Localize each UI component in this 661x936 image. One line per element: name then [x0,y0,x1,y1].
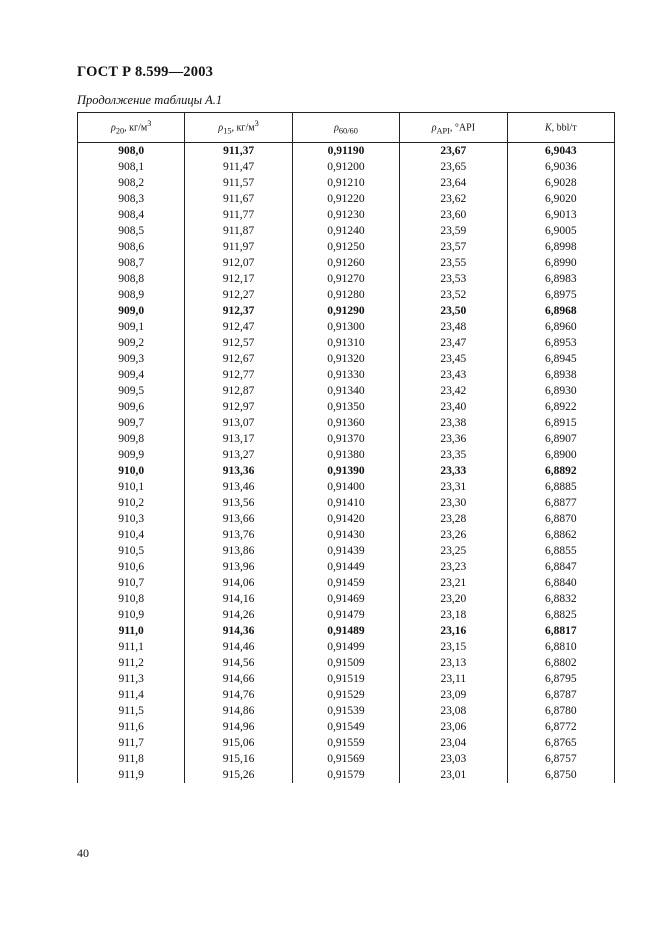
table-row [78,303,615,319]
page-number: 40 [77,846,89,860]
rhoapi-cell: 23,30 [400,495,507,511]
rhoapi-cell: 23,55 [400,255,507,271]
rho15-cell: 914,56 [185,655,292,671]
table-row [78,527,615,543]
rho6060-column-header [292,113,399,143]
rho15-cell: 913,56 [185,495,292,511]
rho6060-cell: 0,91579 [292,767,399,783]
rhoapi-cell: 23,09 [400,687,507,703]
rho20-cell: 909,8 [78,431,185,447]
k-cell: 6,9043 [507,143,614,160]
table-row [78,735,615,751]
rhoapi-cell: 23,67 [400,143,507,160]
column-symbol: ρ [334,122,339,134]
rho15-cell: 912,17 [185,271,292,287]
table-row [78,159,615,175]
rho15-cell: 912,67 [185,351,292,367]
rho20-cell: 909,3 [78,351,185,367]
rho6060-cell: 0,91360 [292,415,399,431]
rho6060-cell: 0,91420 [292,511,399,527]
rho20-cell: 909,7 [78,415,185,431]
rho15-cell: 913,96 [185,559,292,575]
rho20-cell: 911,8 [78,751,185,767]
rho20-cell: 908,5 [78,223,185,239]
k-cell: 6,8945 [507,351,614,367]
rho20-cell: 910,7 [78,575,185,591]
rhoapi-cell: 23,18 [400,607,507,623]
table-row [78,655,615,671]
rho20-cell: 910,9 [78,607,185,623]
k-cell: 6,8802 [507,655,614,671]
rho20-cell: 908,1 [78,159,185,175]
k-cell: 6,8750 [507,767,614,783]
rhoapi-cell: 23,48 [400,319,507,335]
table-row [78,239,615,255]
rho15-cell: 911,57 [185,175,292,191]
rho20-cell: 910,4 [78,527,185,543]
rho20-cell: 911,1 [78,639,185,655]
column-subscript: 15 [223,126,232,136]
rho20-cell: 911,5 [78,703,185,719]
rho20-cell: 910,0 [78,463,185,479]
k-cell: 6,8862 [507,527,614,543]
rho15-cell: 914,46 [185,639,292,655]
table-row [78,431,615,447]
table-row [78,255,615,271]
column-subscript: API [436,126,450,136]
rho15-cell: 914,76 [185,687,292,703]
rho20-cell: 909,6 [78,399,185,415]
k-cell: 6,8757 [507,751,614,767]
k-cell: 6,8953 [507,335,614,351]
rho15-cell: 913,27 [185,447,292,463]
table-row [78,143,615,160]
rho6060-cell: 0,91370 [292,431,399,447]
table-body [78,143,615,784]
density-table [77,112,615,783]
rhoapi-cell: 23,64 [400,175,507,191]
rho20-cell: 911,4 [78,687,185,703]
column-unit: , °API [449,122,476,134]
rho6060-cell: 0,91499 [292,639,399,655]
rho6060-cell: 0,91260 [292,255,399,271]
k-cell: 6,8885 [507,479,614,495]
table-row [78,335,615,351]
rhoapi-cell: 23,23 [400,559,507,575]
table-row [78,767,615,783]
rhoapi-cell: 23,01 [400,767,507,783]
rhoapi-cell: 23,57 [400,239,507,255]
table-row [78,399,615,415]
rho6060-cell: 0,91350 [292,399,399,415]
rhoapi-cell: 23,40 [400,399,507,415]
k-cell: 6,8817 [507,623,614,639]
rho6060-cell: 0,91330 [292,367,399,383]
rhoapi-cell: 23,16 [400,623,507,639]
table-row [78,447,615,463]
rho6060-cell: 0,91430 [292,527,399,543]
k-cell: 6,8855 [507,543,614,559]
rho6060-cell: 0,91410 [292,495,399,511]
rhoapi-cell: 23,08 [400,703,507,719]
rho15-cell: 913,66 [185,511,292,527]
k-cell: 6,8825 [507,607,614,623]
rho6060-cell: 0,91290 [292,303,399,319]
rhoapi-cell: 23,28 [400,511,507,527]
rho20-column-header [78,113,185,143]
k-cell: 6,8832 [507,591,614,607]
table-row [78,719,615,735]
rho6060-cell: 0,91320 [292,351,399,367]
column-unit: , кг/м [124,122,148,134]
table-row [78,495,615,511]
k-cell: 6,8915 [507,415,614,431]
k-cell: 6,8877 [507,495,614,511]
rho6060-cell: 0,91559 [292,735,399,751]
rho15-cell: 915,06 [185,735,292,751]
rho20-cell: 910,1 [78,479,185,495]
rho6060-cell: 0,91190 [292,143,399,160]
rho20-cell: 909,0 [78,303,185,319]
rho15-cell: 915,16 [185,751,292,767]
rho15-cell: 913,36 [185,463,292,479]
rho15-cell: 912,47 [185,319,292,335]
rho15-cell: 912,57 [185,335,292,351]
rho15-cell: 913,17 [185,431,292,447]
rho6060-cell: 0,91230 [292,207,399,223]
rho15-cell: 911,67 [185,191,292,207]
column-unit: , кг/м [231,122,255,134]
rho20-cell: 908,0 [78,143,185,160]
table-row [78,703,615,719]
rho20-cell: 911,2 [78,655,185,671]
rho15-cell: 914,86 [185,703,292,719]
rho15-cell: 913,86 [185,543,292,559]
table-row [78,591,615,607]
rho15-cell: 912,07 [185,255,292,271]
rho6060-cell: 0,91449 [292,559,399,575]
rho20-cell: 910,3 [78,511,185,527]
rho6060-cell: 0,91240 [292,223,399,239]
rho15-cell: 911,87 [185,223,292,239]
rho15-cell: 913,07 [185,415,292,431]
k-cell: 6,8870 [507,511,614,527]
rho15-cell: 914,66 [185,671,292,687]
table-row [78,351,615,367]
table-row [78,463,615,479]
column-superscript: 3 [254,119,259,129]
k-cell: 6,8907 [507,431,614,447]
rhoapi-cell: 23,53 [400,271,507,287]
table-row [78,287,615,303]
rhoapi-cell: 23,59 [400,223,507,239]
table-row [78,559,615,575]
rhoapi-cell: 23,38 [400,415,507,431]
rhoapi-cell: 23,11 [400,671,507,687]
rho20-cell: 911,9 [78,767,185,783]
k-cell: 6,8780 [507,703,614,719]
rhoapi-cell: 23,15 [400,639,507,655]
rho6060-cell: 0,91310 [292,335,399,351]
k-cell: 6,8983 [507,271,614,287]
rho6060-cell: 0,91200 [292,159,399,175]
k-cell: 6,9028 [507,175,614,191]
rho6060-cell: 0,91569 [292,751,399,767]
rhoapi-cell: 23,21 [400,575,507,591]
rho20-cell: 910,8 [78,591,185,607]
rho20-cell: 908,8 [78,271,185,287]
rho6060-cell: 0,91300 [292,319,399,335]
k-cell: 6,8787 [507,687,614,703]
table-caption: Продолжение таблицы А.1 [77,93,223,107]
column-symbol: ρ [111,122,116,134]
rho15-cell: 912,37 [185,303,292,319]
table-row [78,607,615,623]
rho15-cell: 911,97 [185,239,292,255]
table-row [78,687,615,703]
rho20-cell: 911,6 [78,719,185,735]
rho20-cell: 910,5 [78,543,185,559]
table-row [78,191,615,207]
k-cell: 6,8960 [507,319,614,335]
rho6060-cell: 0,91529 [292,687,399,703]
table-row [78,367,615,383]
rhoapi-cell: 23,35 [400,447,507,463]
rho20-cell: 908,2 [78,175,185,191]
rho6060-cell: 0,91380 [292,447,399,463]
column-symbol: K [544,122,552,134]
rho6060-cell: 0,91439 [292,543,399,559]
rho6060-cell: 0,91390 [292,463,399,479]
table-row [78,575,615,591]
rhoapi-cell: 23,50 [400,303,507,319]
rho6060-cell: 0,91340 [292,383,399,399]
header-row [78,113,615,143]
rhoapi-cell: 23,13 [400,655,507,671]
rho15-cell: 912,97 [185,399,292,415]
k-cell: 6,9036 [507,159,614,175]
rho20-cell: 909,5 [78,383,185,399]
rho6060-cell: 0,91479 [292,607,399,623]
k-cell: 6,9013 [507,207,614,223]
rhoapi-cell: 23,45 [400,351,507,367]
rho6060-cell: 0,91459 [292,575,399,591]
rho20-cell: 908,9 [78,287,185,303]
table-row [78,511,615,527]
rho6060-cell: 0,91250 [292,239,399,255]
rhoapi-cell: 23,52 [400,287,507,303]
rho20-cell: 909,9 [78,447,185,463]
table-row [78,223,615,239]
rho6060-cell: 0,91270 [292,271,399,287]
rho6060-cell: 0,91280 [292,287,399,303]
column-symbol: ρ [431,122,437,134]
rho6060-cell: 0,91539 [292,703,399,719]
rho15-cell: 914,16 [185,591,292,607]
rho6060-cell: 0,91469 [292,591,399,607]
column-symbol: ρ [218,122,224,134]
rho15-cell: 915,26 [185,767,292,783]
rhoapi-cell: 23,03 [400,751,507,767]
rho20-cell: 909,4 [78,367,185,383]
rho15-cell: 911,47 [185,159,292,175]
rhoapi-cell: 23,26 [400,527,507,543]
k-cell: 6,8968 [507,303,614,319]
rhoapi-cell: 23,33 [400,463,507,479]
table-row [78,639,615,655]
rho6060-cell: 0,91400 [292,479,399,495]
rhoapi-cell: 23,62 [400,191,507,207]
k-cell: 6,8990 [507,255,614,271]
k-cell: 6,8847 [507,559,614,575]
k-cell: 6,9020 [507,191,614,207]
table-row [78,207,615,223]
table-head [78,113,615,143]
rho15-cell: 911,37 [185,143,292,160]
table-row [78,751,615,767]
k-cell: 6,8975 [507,287,614,303]
k-cell: 6,8765 [507,735,614,751]
rho15-cell: 913,46 [185,479,292,495]
rho20-cell: 908,7 [78,255,185,271]
rhoapi-column-header [400,113,507,143]
table-row [78,479,615,495]
table-row [78,175,615,191]
table-row [78,415,615,431]
table-row [78,271,615,287]
rho15-cell: 911,77 [185,207,292,223]
table-row [78,319,615,335]
rhoapi-cell: 23,36 [400,431,507,447]
k-cell: 6,8772 [507,719,614,735]
rho6060-cell: 0,91489 [292,623,399,639]
rho20-cell: 909,2 [78,335,185,351]
rho15-cell: 912,77 [185,367,292,383]
rhoapi-cell: 23,06 [400,719,507,735]
k-cell: 6,8930 [507,383,614,399]
table-row [78,543,615,559]
k-cell: 6,8810 [507,639,614,655]
table-row [78,623,615,639]
k-cell: 6,9005 [507,223,614,239]
k-cell: 6,8900 [507,447,614,463]
rho6060-cell: 0,91509 [292,655,399,671]
rho15-cell: 914,06 [185,575,292,591]
k-column-header [507,113,614,143]
k-cell: 6,8938 [507,367,614,383]
k-cell: 6,8892 [507,463,614,479]
rho20-cell: 911,3 [78,671,185,687]
rhoapi-cell: 23,04 [400,735,507,751]
column-subscript: 20 [115,126,125,136]
rho20-cell: 910,6 [78,559,185,575]
rho20-cell: 908,4 [78,207,185,223]
k-cell: 6,8840 [507,575,614,591]
rhoapi-cell: 23,65 [400,159,507,175]
rho15-cell: 914,96 [185,719,292,735]
rhoapi-cell: 23,47 [400,335,507,351]
rho20-cell: 911,7 [78,735,185,751]
rho6060-cell: 0,91220 [292,191,399,207]
rho20-cell: 911,0 [78,623,185,639]
rho20-cell: 909,1 [78,319,185,335]
rho15-cell: 912,87 [185,383,292,399]
rho20-cell: 910,2 [78,495,185,511]
rho20-cell: 908,6 [78,239,185,255]
rho6060-cell: 0,91210 [292,175,399,191]
column-unit: , bbl/т [551,122,577,134]
rhoapi-cell: 23,20 [400,591,507,607]
table-row [78,383,615,399]
rho6060-cell: 0,91549 [292,719,399,735]
rhoapi-cell: 23,31 [400,479,507,495]
column-subscript: 60/60 [338,126,358,136]
document-header: ГОСТ Р 8.599—2003 [77,64,214,80]
rhoapi-cell: 23,25 [400,543,507,559]
rho15-cell: 914,26 [185,607,292,623]
k-cell: 6,8922 [507,399,614,415]
rho20-cell: 908,3 [78,191,185,207]
rhoapi-cell: 23,42 [400,383,507,399]
rhoapi-cell: 23,60 [400,207,507,223]
rho15-cell: 914,36 [185,623,292,639]
k-cell: 6,8795 [507,671,614,687]
k-cell: 6,8998 [507,239,614,255]
rho15-column-header [185,113,292,143]
rhoapi-cell: 23,43 [400,367,507,383]
rho6060-cell: 0,91519 [292,671,399,687]
rho15-cell: 913,76 [185,527,292,543]
column-superscript: 3 [147,119,152,129]
table-row [78,671,615,687]
rho15-cell: 912,27 [185,287,292,303]
